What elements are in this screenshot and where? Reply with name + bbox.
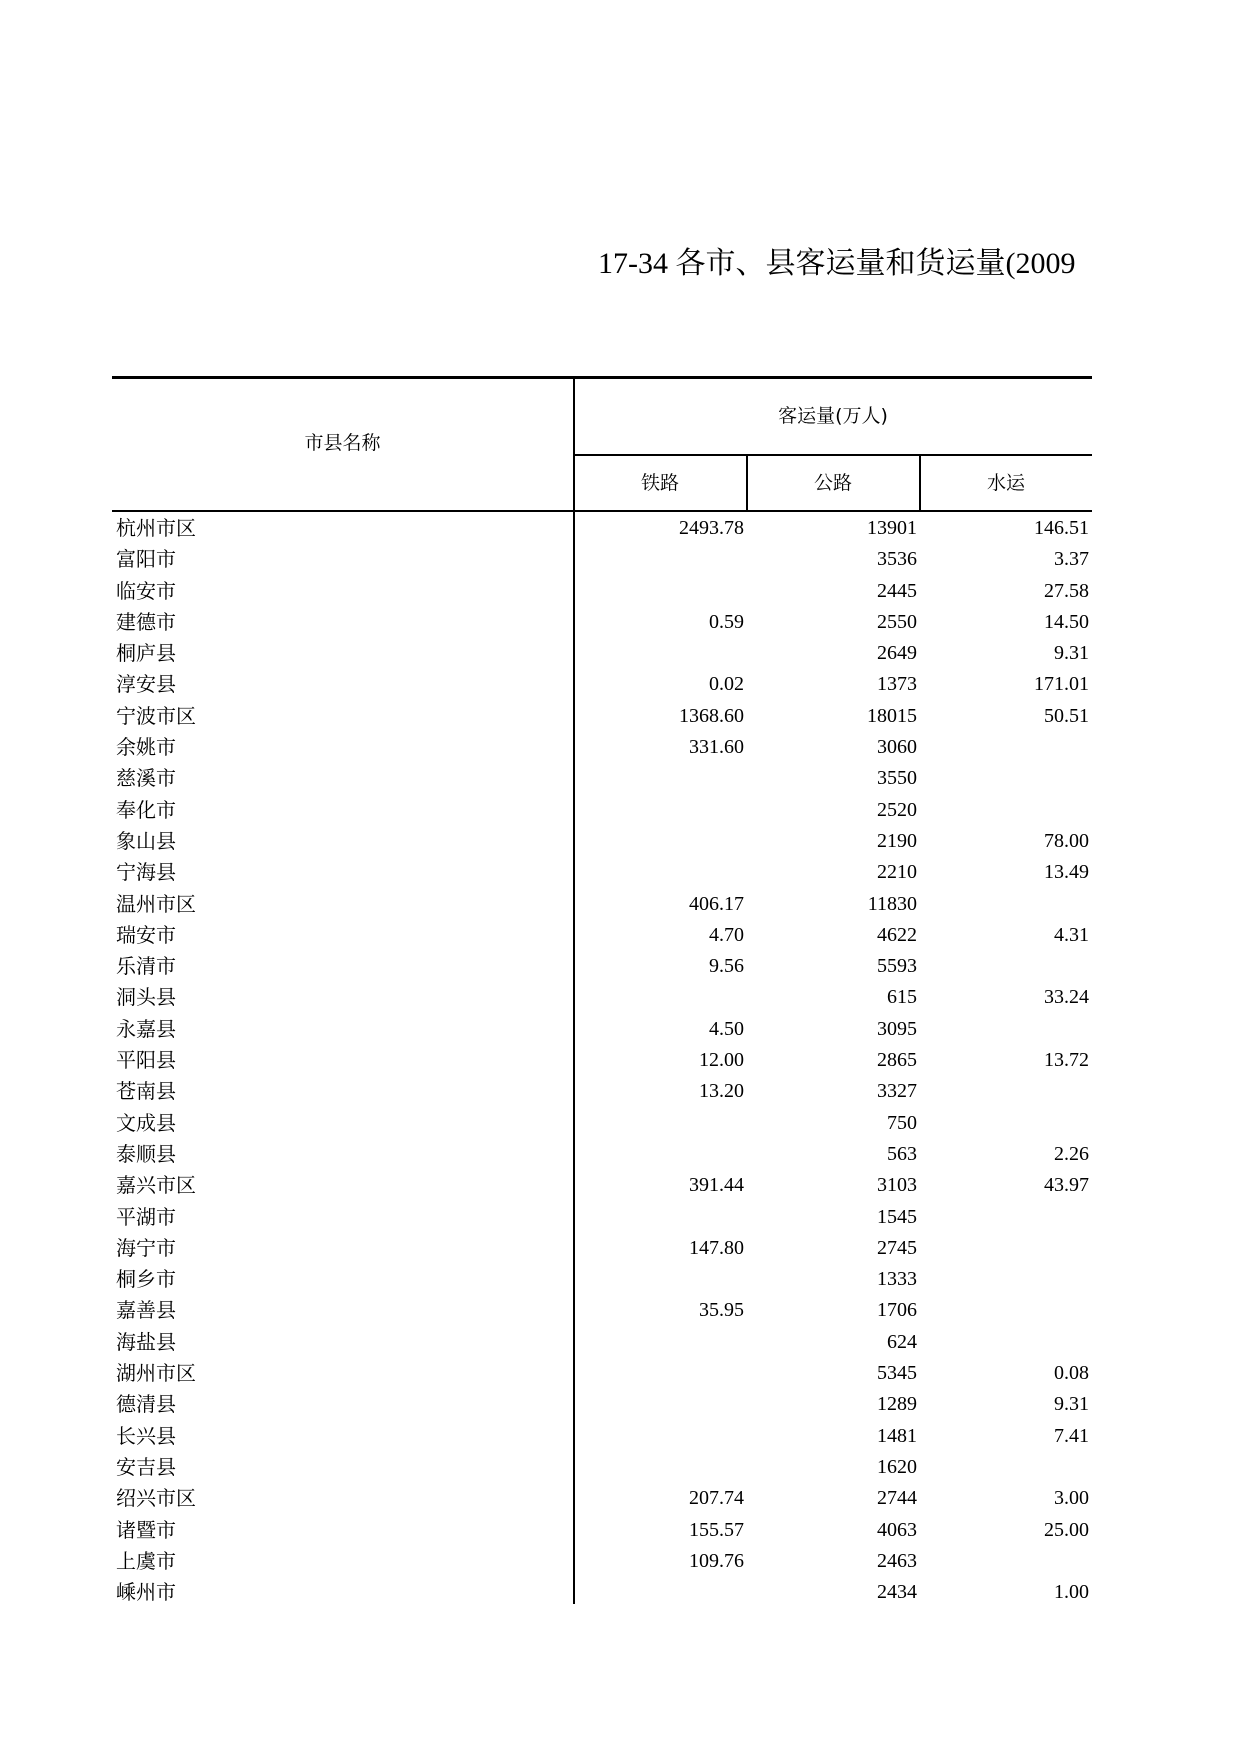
header-road: 公路	[813, 472, 852, 494]
row-road-value: 18015	[867, 704, 917, 727]
row-name: 泰顺县	[116, 1141, 176, 1166]
row-road-value: 2463	[877, 1549, 917, 1572]
row-name: 余姚市	[116, 735, 176, 760]
row-name: 平湖市	[116, 1204, 176, 1229]
row-name: 嘉善县	[116, 1298, 176, 1323]
row-water-value: 146.51	[1034, 517, 1089, 539]
row-road-value: 2550	[877, 610, 917, 633]
table-body	[112, 513, 1092, 1608]
table-row	[112, 826, 1092, 857]
row-name: 洞头县	[116, 985, 176, 1010]
row-rail-value: 0.59	[709, 610, 744, 633]
row-water-value: 1.00	[1054, 1581, 1089, 1604]
row-name: 温州市区	[116, 891, 196, 916]
row-rail-value: 207.74	[689, 1487, 744, 1510]
row-rail-value: 12.00	[699, 1049, 744, 1072]
row-road-value: 1620	[877, 1455, 917, 1478]
row-name: 德清县	[116, 1392, 176, 1417]
row-name: 建德市	[116, 609, 176, 634]
table-row	[112, 607, 1092, 638]
row-water-value: 14.50	[1044, 610, 1089, 633]
row-name: 苍南县	[116, 1079, 176, 1104]
row-road-value: 2745	[877, 1236, 917, 1259]
row-road-value: 4063	[877, 1518, 917, 1541]
table-row	[112, 1483, 1092, 1514]
row-rail-value: 406.17	[689, 892, 744, 915]
header-bottom-rule	[112, 510, 1092, 512]
row-water-value: 9.31	[1054, 642, 1089, 665]
table-row	[112, 889, 1092, 920]
row-name: 慈溪市	[116, 766, 176, 791]
row-rail-value: 35.95	[699, 1299, 744, 1322]
row-name: 绍兴市区	[116, 1486, 196, 1511]
header-water: 水运	[986, 472, 1025, 494]
row-rail-value: 9.56	[709, 955, 744, 978]
table-row	[112, 795, 1092, 826]
row-name: 乐清市	[116, 954, 176, 979]
page-title: 17-34 各市、县客运量和货运量(2009	[598, 247, 1076, 280]
row-road-value: 1289	[877, 1393, 917, 1416]
row-water-value: 3.37	[1054, 548, 1089, 571]
row-name: 瑞安市	[116, 922, 176, 947]
table-row	[112, 1264, 1092, 1295]
header-name-col: 市县名称	[304, 432, 381, 454]
row-road-value: 3103	[877, 1174, 917, 1197]
table-row	[112, 1295, 1092, 1326]
row-rail-value: 109.76	[689, 1549, 744, 1572]
row-water-value: 78.00	[1044, 829, 1089, 852]
row-name: 海盐县	[116, 1329, 176, 1354]
row-name: 长兴县	[116, 1423, 176, 1448]
table-row	[112, 638, 1092, 669]
row-name: 杭州市区	[116, 516, 196, 540]
row-road-value: 2865	[877, 1049, 917, 1072]
table-row	[112, 1014, 1092, 1045]
row-name: 海宁市	[116, 1235, 176, 1260]
table-row	[112, 1452, 1092, 1483]
table-row	[112, 701, 1092, 732]
table-row	[112, 1515, 1092, 1546]
row-name: 嘉兴市区	[116, 1173, 196, 1198]
row-water-value: 13.72	[1044, 1049, 1089, 1072]
table-top-rule	[112, 376, 1092, 379]
row-road-value: 13901	[867, 517, 917, 539]
row-rail-value: 4.50	[709, 1017, 744, 1040]
row-water-value: 43.97	[1044, 1174, 1089, 1197]
row-road-value: 2445	[877, 579, 917, 602]
row-rail-value: 4.70	[709, 923, 744, 946]
row-rail-value: 0.02	[709, 673, 744, 696]
table-row	[112, 763, 1092, 794]
table-row	[112, 951, 1092, 982]
table-row	[112, 1389, 1092, 1420]
row-name: 桐乡市	[116, 1267, 176, 1292]
table-row	[112, 1045, 1092, 1076]
table-row	[112, 544, 1092, 575]
row-name: 文成县	[116, 1110, 176, 1135]
table-row	[112, 732, 1092, 763]
row-water-value: 13.49	[1044, 861, 1089, 884]
table-row	[112, 1202, 1092, 1233]
row-road-value: 4622	[877, 923, 917, 946]
row-name: 富阳市	[116, 547, 176, 572]
row-road-value: 2190	[877, 829, 917, 852]
row-road-value: 2744	[877, 1487, 917, 1510]
row-road-value: 5345	[877, 1362, 917, 1385]
table-row	[112, 576, 1092, 607]
table-row	[112, 1170, 1092, 1201]
row-road-value: 1481	[877, 1424, 917, 1447]
row-rail-value: 13.20	[699, 1080, 744, 1103]
table-row	[112, 669, 1092, 700]
table-row	[112, 1327, 1092, 1358]
table-row	[112, 513, 1092, 544]
table-row	[112, 1421, 1092, 1452]
table-row	[112, 1358, 1092, 1389]
row-water-value: 27.58	[1044, 579, 1089, 602]
table-row	[112, 982, 1092, 1013]
row-road-value: 1333	[877, 1268, 917, 1291]
row-road-value: 1706	[877, 1299, 917, 1322]
row-road-value: 2210	[877, 861, 917, 884]
row-rail-value: 147.80	[689, 1236, 744, 1259]
row-water-value: 7.41	[1054, 1424, 1089, 1447]
row-water-value: 0.08	[1054, 1362, 1089, 1385]
row-road-value: 615	[887, 986, 917, 1009]
row-name: 奉化市	[116, 797, 176, 822]
table-row	[112, 1233, 1092, 1264]
row-road-value: 3536	[877, 548, 917, 571]
row-rail-value: 1368.60	[679, 704, 744, 727]
row-road-value: 3095	[877, 1017, 917, 1040]
row-rail-value: 391.44	[689, 1174, 744, 1197]
header-group-rule	[574, 454, 1092, 456]
row-road-value: 563	[887, 1142, 917, 1165]
table-row	[112, 1076, 1092, 1107]
table-row	[112, 1577, 1092, 1608]
header-rail: 铁路	[640, 472, 679, 494]
row-water-value: 9.31	[1054, 1393, 1089, 1416]
row-road-value: 3550	[877, 767, 917, 790]
row-name: 永嘉县	[116, 1016, 176, 1041]
row-rail-value: 155.57	[689, 1518, 744, 1541]
row-name: 湖州市区	[116, 1361, 196, 1386]
row-water-value: 2.26	[1054, 1142, 1089, 1165]
table-row	[112, 1546, 1092, 1577]
row-road-value: 3327	[877, 1080, 917, 1103]
row-road-value: 5593	[877, 955, 917, 978]
row-name: 嵊州市	[116, 1580, 176, 1605]
row-name: 安吉县	[116, 1454, 176, 1479]
row-road-value: 624	[887, 1330, 917, 1353]
row-water-value: 33.24	[1044, 986, 1089, 1009]
row-name: 诸暨市	[116, 1517, 176, 1542]
row-water-value: 25.00	[1044, 1518, 1089, 1541]
row-water-value: 3.00	[1054, 1487, 1089, 1510]
table-row	[112, 1108, 1092, 1139]
row-name: 平阳县	[116, 1048, 176, 1073]
row-water-value: 171.01	[1034, 673, 1089, 696]
row-name: 宁海县	[116, 860, 176, 885]
row-water-value: 50.51	[1044, 704, 1089, 727]
row-road-value: 3060	[877, 736, 917, 759]
row-road-value: 1373	[877, 673, 917, 696]
row-name: 宁波市区	[116, 703, 196, 728]
header-passenger-group: 客运量(万人)	[778, 405, 888, 427]
row-road-value: 1545	[877, 1205, 917, 1228]
row-road-value: 2649	[877, 642, 917, 665]
row-rail-value: 2493.78	[679, 517, 744, 539]
row-road-value: 750	[887, 1111, 917, 1134]
row-name: 桐庐县	[116, 641, 176, 666]
table-row	[112, 1139, 1092, 1170]
row-road-value: 11830	[867, 892, 917, 915]
row-road-value: 2434	[877, 1581, 917, 1604]
table-row	[112, 857, 1092, 888]
row-rail-value: 331.60	[689, 736, 744, 759]
row-name: 上虞市	[116, 1548, 176, 1573]
table-row	[112, 920, 1092, 951]
row-water-value: 4.31	[1054, 923, 1089, 946]
row-road-value: 2520	[877, 798, 917, 821]
row-name: 临安市	[116, 578, 176, 603]
row-name: 象山县	[116, 828, 176, 853]
row-name: 淳安县	[116, 672, 176, 697]
